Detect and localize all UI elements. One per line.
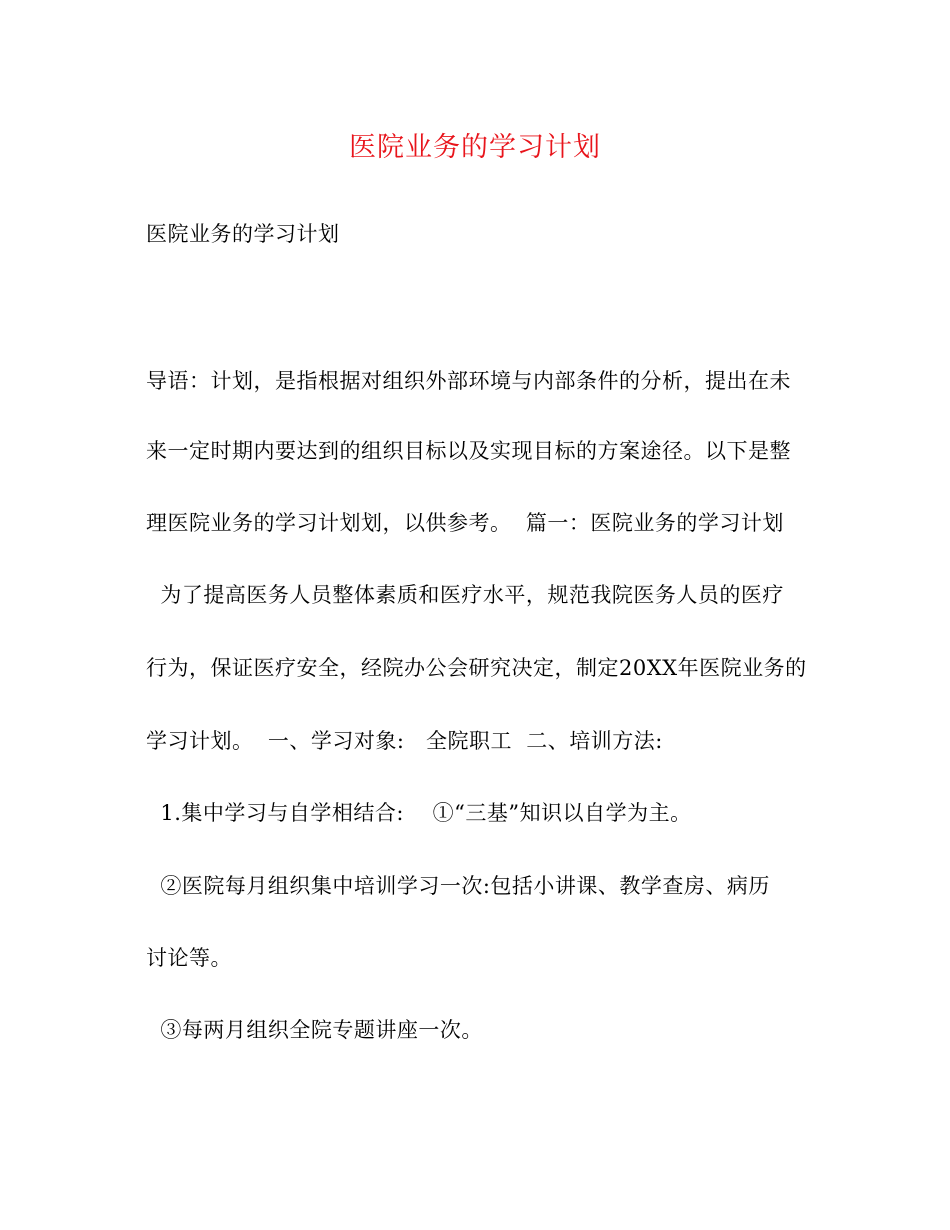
paragraph-line: 行为，保证医疗安全，经院办公会研究决定，制定20XX年医院业务的 (146, 656, 807, 680)
paragraph-line: 讨论等。 (146, 946, 232, 970)
subtitle-line: 医院业务的学习计划 (146, 222, 340, 246)
paragraph-line: 理医院业务的学习计划划，以供参考。 篇一：医院业务的学习计划 (146, 511, 784, 535)
paragraph-line: 学习计划。 一、学习对象: 全院职工 二、培训方法: (146, 729, 663, 753)
paragraph-line: 来一定时期内要达到的组织目标以及实现目标的方案途径。以下是整 (146, 439, 791, 463)
document-title: 医院业务的学习计划 (349, 132, 601, 163)
paragraph-line: 为了提高医务人员整体素质和医疗水平，规范我院医务人员的医疗 (146, 583, 784, 607)
paragraph-line: 导语：计划，是指根据对组织外部环境与内部条件的分析，提出在未 (146, 369, 791, 393)
paragraph-line: 1.集中学习与自学相结合: ①“三基”知识以自学为主。 (146, 801, 692, 825)
paragraph-line: ②医院每月组织集中培训学习一次:包括小讲课、教学查房、病历 (146, 874, 770, 898)
paragraph-line: ③每两月组织全院专题讲座一次。 (146, 1018, 483, 1042)
